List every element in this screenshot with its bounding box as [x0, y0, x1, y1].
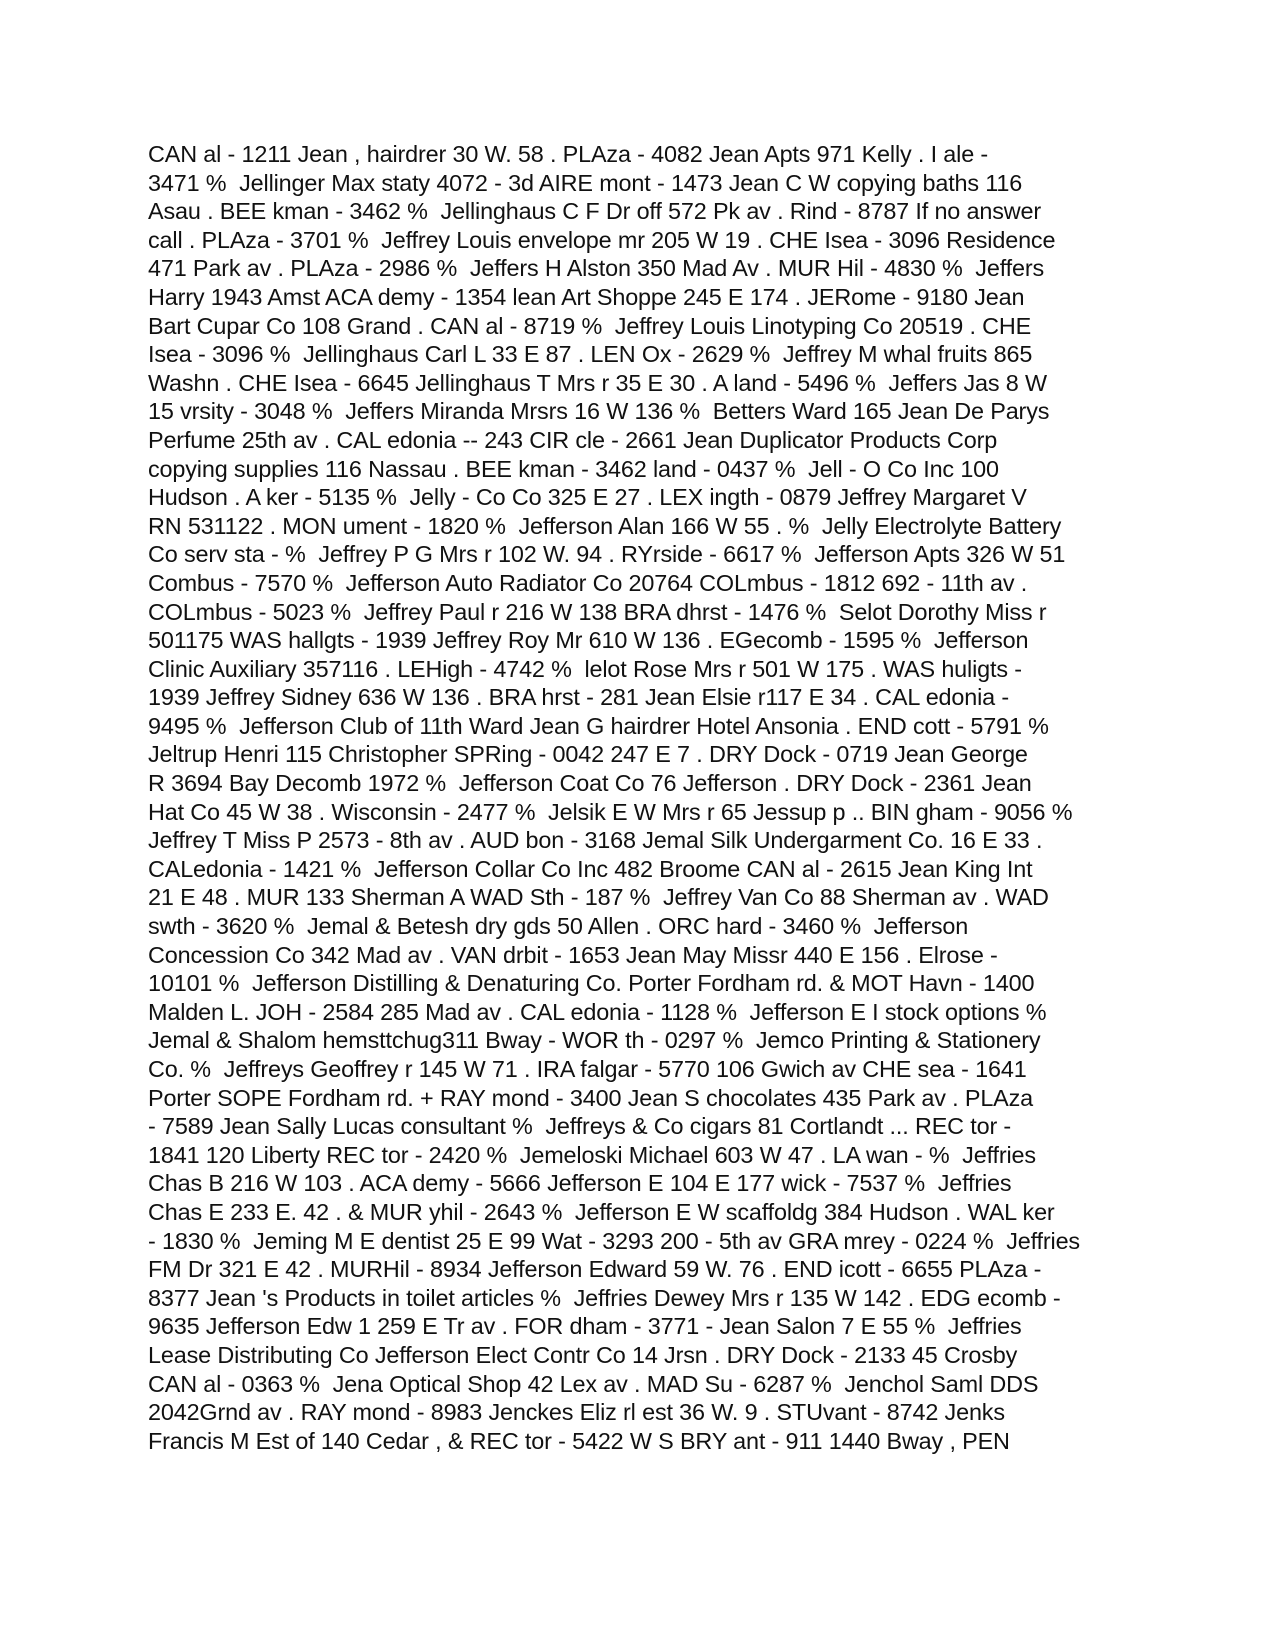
text-line: Co serv sta - % Jeffrey P G Mrs r 102 W. 94 . RYrside - 6617 % Jefferson Apts 326 W 51 [148, 541, 1066, 568]
text-line: 501175 WAS hallgts - 1939 Jeffrey Roy Mr 610 W 136 . EGecomb - 1595 % Jefferson [148, 627, 1029, 654]
text-line: Jeltrup Henri 115 Christopher SPRing - 0042 247 E 7 . DRY Dock - 0719 Jean George [148, 741, 1028, 768]
text-line: R 3694 Bay Decomb 1972 % Jefferson Coat Co 76 Jefferson . DRY Dock - 2361 Jean [148, 770, 1032, 797]
text-line: Chas E 233 E. 42 . & MUR yhil - 2643 % Jefferson E W scaffoldg 384 Hudson . WAL ker [148, 1198, 1055, 1225]
text-line: Harry 1943 Amst ACA demy - 1354 lean Art Shoppe 245 E 174 . JERome - 9180 Jean [148, 283, 1025, 310]
text-line: copying supplies 116 Nassau . BEE kman - 3462 land - 0437 % Jell - O Co Inc 100 [148, 455, 999, 482]
text-line: 15 vrsity - 3048 % Jeffers Miranda Mrsrs 16 W 136 % Betters Ward 165 Jean De Parys [148, 398, 1050, 425]
text-line: Co. % Jeffreys Geoffrey r 145 W 71 . IRA falgar - 5770 106 Gwich av CHE sea - 1641 [148, 1056, 1027, 1082]
text-line: Combus - 7570 % Jefferson Auto Radiator Co 20764 COLmbus - 1812 692 - 11th av . [148, 569, 1028, 596]
text-line: - 1830 % Jeming M E dentist 25 E 99 Wat - 3293 200 - 5th av GRA mrey - 0224 % Jeffries [148, 1227, 1080, 1254]
text-line: Hat Co 45 W 38 . Wisconsin - 2477 % Jelsik E W Mrs r 65 Jessup p .. BIN gham - 9056 % [148, 798, 1073, 825]
text-line: Francis M Est of 140 Cedar , & REC tor - 5422 W S BRY ant - 911 1440 Bway , PEN [148, 1427, 1010, 1454]
text-line: - 7589 Jean Sally Lucas consultant % Jeffreys & Co cigars 81 Cortlandt ... REC tor - [148, 1113, 1012, 1140]
text-line: Lease Distributing Co Jefferson Elect Contr Co 14 Jrsn . DRY Dock - 2133 45 Crosby [148, 1341, 1018, 1368]
directory-text-block [148, 140, 1148, 1455]
text-line: 21 E 48 . MUR 133 Sherman A WAD Sth - 187 % Jeffrey Van Co 88 Sherman av . WAD [148, 884, 1049, 911]
text-line: Asau . BEE kman - 3462 % Jellinghaus C F Dr off 572 Pk av . Rind - 8787 If no answer [148, 198, 1042, 225]
text-line: RN 531122 . MON ument - 1820 % Jefferson Alan 166 W 55 . % Jelly Electrolyte Battery [148, 512, 1062, 539]
text-line: Isea - 3096 % Jellinghaus Carl L 33 E 87 . LEN Ox - 2629 % Jeffrey M whal fruits 865 [148, 341, 1033, 368]
text-line: Jeffrey T Miss P 2573 - 8th av . AUD bon - 3168 Jemal Silk Undergarment Co. 16 E 33 . [148, 827, 1043, 854]
text-line: Bart Cupar Co 108 Grand . CAN al - 8719 % Jeffrey Louis Linotyping Co 20519 . CHE [148, 312, 1032, 339]
text-line: swth - 3620 % Jemal & Betesh dry gds 50 Allen . ORC hard - 3460 % Jefferson [148, 913, 969, 940]
text-line: Malden L. JOH - 2584 285 Mad av . CAL edonia - 1128 % Jefferson E I stock options % [148, 998, 1047, 1025]
text-line: 3471 % Jellinger Max staty 4072 - 3d AIRE mont - 1473 Jean C W copying baths 116 [148, 169, 1023, 196]
text-line: Chas B 216 W 103 . ACA demy - 5666 Jefferson E 104 E 177 wick - 7537 % Jeffries [148, 1170, 1012, 1197]
text-line: 8377 Jean 's Products in toilet articles % Jeffries Dewey Mrs r 135 W 142 . EDG ecomb - [148, 1284, 1061, 1311]
text-line: 471 Park av . PLAza - 2986 % Jeffers H Alston 350 Mad Av . MUR Hil - 4830 % Jeffers [148, 255, 1045, 282]
text-line: 2042Grnd av . RAY mond - 8983 Jenckes Eliz rl est 36 W. 9 . STUvant - 8742 Jenks [148, 1399, 1005, 1426]
text-line: CAN al - 0363 % Jena Optical Shop 42 Lex av . MAD Su - 6287 % Jenchol Saml DDS [148, 1370, 1039, 1397]
text-line: Concession Co 342 Mad av . VAN drbit - 1653 Jean May Missr 440 E 156 . Elrose - [148, 941, 998, 968]
text-line: call . PLAza - 3701 % Jeffrey Louis envelope mr 205 W 19 . CHE Isea - 3096 Residence [148, 226, 1056, 253]
text-line: 1939 Jeffrey Sidney 636 W 136 . BRA hrst - 281 Jean Elsie r117 E 34 . CAL edonia - [148, 684, 1010, 711]
text-line: 10101 % Jefferson Distilling & Denaturing Co. Porter Fordham rd. & MOT Havn - 1400 [148, 970, 1035, 997]
text-line: Washn . CHE Isea - 6645 Jellinghaus T Mrs r 35 E 30 . A land - 5496 % Jeffers Jas 8 W [148, 369, 1047, 396]
text-line: Jemal & Shalom hemsttchug311 Bway - WOR th - 0297 % Jemco Printing & Stationery [148, 1027, 1041, 1054]
text-line: CALedonia - 1421 % Jefferson Collar Co Inc 482 Broome CAN al - 2615 Jean King Int [148, 855, 1033, 882]
text-line: Hudson . A ker - 5135 % Jelly - Co Co 325 E 27 . LEX ingth - 0879 Jeffrey Margaret V [148, 484, 1027, 511]
text-line: 9635 Jefferson Edw 1 259 E Tr av . FOR dham - 3771 - Jean Salon 7 E 55 % Jeffries [148, 1313, 1022, 1340]
text-line: COLmbus - 5023 % Jeffrey Paul r 216 W 138 BRA dhrst - 1476 % Selot Dorothy Miss r [148, 598, 1047, 625]
text-line: FM Dr 321 E 42 . MURHil - 8934 Jefferson Edward 59 W. 76 . END icott - 6655 PLAza - [148, 1256, 1042, 1283]
text-line: Porter SOPE Fordham rd. + RAY mond - 3400 Jean S chocolates 435 Park av . PLAza [148, 1084, 1034, 1111]
text-line: CAN al - 1211 Jean , hairdrer 30 W. 58 . PLAza - 4082 Jean Apts 971 Kelly . I ale - [148, 141, 989, 167]
text-line: Perfume 25th av . CAL edonia -- 243 CIR cle - 2661 Jean Duplicator Products Corp [148, 426, 998, 453]
text-line: 1841 120 Liberty REC tor - 2420 % Jemeloski Michael 603 W 47 . LA wan - % Jeffries [148, 1141, 1036, 1168]
text-line: Clinic Auxiliary 357116 . LEHigh - 4742 % lelot Rose Mrs r 501 W 175 . WAS huligts - [148, 655, 1022, 682]
text-line: 9495 % Jefferson Club of 11th Ward Jean G hairdrer Hotel Ansonia . END cott - 5791 % [148, 712, 1049, 739]
